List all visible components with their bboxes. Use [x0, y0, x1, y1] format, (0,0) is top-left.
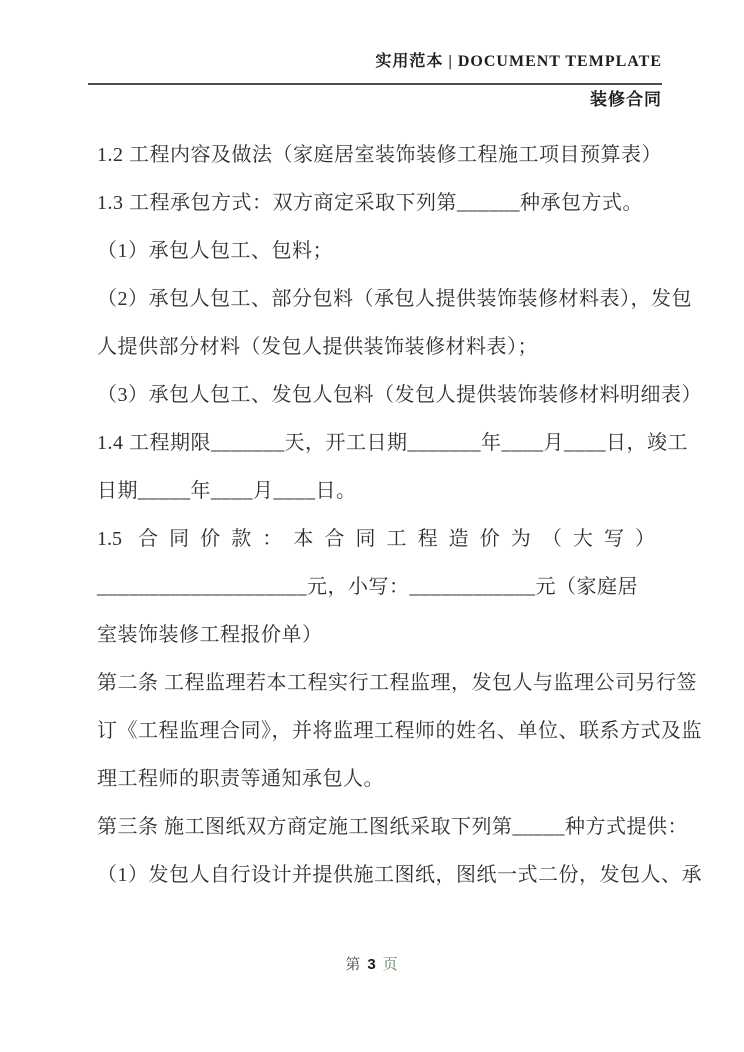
contract-line: 1.3 工程承包方式：双方商定采取下列第______种承包方式。	[97, 192, 643, 214]
contract-line: ____________________元，小写：____________元（家庭居	[97, 576, 638, 598]
contract-line: 1.2 工程内容及做法（家庭居室装饰装修工程施工项目预算表）	[97, 144, 662, 166]
contract-line: 人提供部分材料（发包人提供装饰装修材料表）；	[97, 336, 538, 358]
page-header	[88, 52, 662, 110]
contract-line: 订《工程监理合同》，并将监理工程师的姓名、单位、联系方式及监	[97, 720, 702, 742]
footer-page-prefix: 第	[345, 957, 362, 973]
contract-line: 日期_____年____月____日。	[97, 480, 357, 502]
contract-line: （1）发包人自行设计并提供施工图纸，图纸一式二份，发包人、承	[97, 864, 702, 886]
footer-page-suffix: 页	[382, 957, 399, 973]
contract-line: （3）承包人包工、发包人包料（发包人提供装饰装修材料明细表）	[97, 384, 702, 406]
contract-line: 理工程师的职责等通知承包人。	[97, 768, 384, 790]
footer-page-number: 3	[367, 956, 377, 973]
page-footer	[0, 950, 744, 980]
header-doc-title: 装修合同	[590, 90, 662, 109]
contract-line: 1.5 合同价款：本合同工程造价为（大写）	[97, 528, 655, 550]
contract-line: （2）承包人包工、部分包料（承包人提供装饰装修材料表），发包	[97, 288, 692, 310]
contract-body	[97, 131, 702, 899]
contract-line: 第三条 施工图纸双方商定施工图纸采取下列第_____种方式提供：	[97, 816, 688, 838]
contract-line: 室装饰装修工程报价单）	[97, 624, 323, 646]
contract-line: 1.4 工程期限_______天，开工日期_______年____月____日，竣工	[97, 432, 688, 454]
contract-line: 第二条 工程监理若本工程实行工程监理，发包人与监理公司另行签	[97, 672, 697, 694]
contract-line: （1）承包人包工、包料；	[97, 240, 333, 262]
header-brand: 实用范本 | DOCUMENT TEMPLATE	[88, 52, 662, 85]
